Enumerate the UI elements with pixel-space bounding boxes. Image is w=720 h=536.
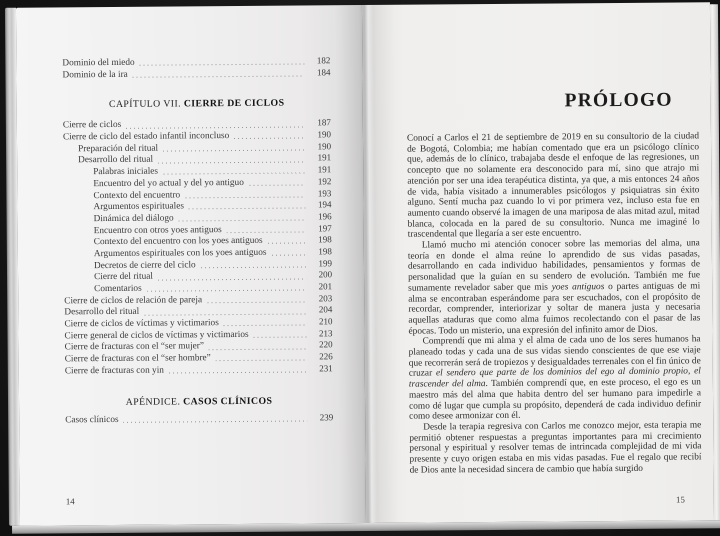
toc-page-number: 203 bbox=[318, 292, 333, 304]
toc-dot-leader bbox=[268, 243, 306, 244]
toc-entry-title: Dinámica del diálogo bbox=[93, 213, 174, 224]
toc-dot-leader bbox=[169, 371, 307, 373]
toc-page-number: 191 bbox=[317, 152, 332, 163]
toc-entry-title: Preparación del ritual bbox=[78, 143, 159, 154]
toc-page-number: 198 bbox=[318, 234, 332, 245]
toc-page-number: 226 bbox=[319, 351, 333, 362]
toc-dot-leader bbox=[158, 278, 306, 280]
toc-page-number: 187 bbox=[317, 117, 331, 128]
right-page bbox=[362, 2, 714, 523]
toc-page-number: 200 bbox=[318, 269, 333, 280]
toc-entry-title: Desarrollo del ritual bbox=[78, 155, 154, 166]
toc-entry-title: Cierre de ciclo del estado infantil inconcluso bbox=[62, 131, 230, 143]
toc-dot-leader bbox=[185, 196, 305, 198]
prologue-body bbox=[407, 131, 702, 476]
toc-entry-title: Dominio del miedo bbox=[62, 57, 135, 69]
toc-dot-leader bbox=[163, 173, 305, 175]
page-number-right: 15 bbox=[675, 494, 685, 505]
toc-entry-title: Comentarios bbox=[94, 283, 142, 295]
toc-entry-title: Cierre de ciclos bbox=[62, 120, 122, 131]
toc-entry-title: Palabras iniciales bbox=[93, 166, 159, 178]
toc-page-number: 197 bbox=[318, 222, 332, 233]
toc-dot-leader bbox=[126, 126, 305, 128]
toc-page-number: 220 bbox=[319, 339, 333, 350]
toc-dot-leader bbox=[207, 301, 306, 303]
toc-dot-leader bbox=[234, 138, 305, 140]
toc-page-number: 184 bbox=[316, 66, 331, 78]
toc-page-number: 198 bbox=[318, 246, 332, 257]
toc-entry-title: Desarrollo del ritual bbox=[64, 307, 140, 318]
toc-appendix-heading bbox=[65, 395, 333, 410]
toc-dot-leader bbox=[163, 149, 305, 151]
toc-entry-title: Cierre general de ciclos de víctimas y victimarios bbox=[64, 329, 249, 342]
toc-page-number: 199 bbox=[318, 257, 332, 268]
toc-dot-leader bbox=[249, 184, 305, 185]
toc-entry-title: Cierre de fracturas con el “ser hombre” bbox=[64, 353, 211, 365]
prologue bbox=[407, 89, 702, 476]
toc-entries-top bbox=[62, 55, 330, 80]
toc-page-number: 194 bbox=[317, 199, 332, 210]
appendix-heading-title: CASOS CLÍNICOS bbox=[183, 395, 273, 407]
appendix-heading-prefix: APÉNDICE. bbox=[125, 395, 181, 408]
toc-page-number: 231 bbox=[319, 363, 333, 374]
toc-entry-title: Decretos de cierre del ciclo bbox=[93, 259, 196, 271]
table-of-contents bbox=[62, 55, 333, 425]
toc-dot-leader bbox=[140, 64, 305, 66]
prologue-title: PRÓLOGO bbox=[564, 89, 673, 112]
prologue-paragraph: Comprendí que mi alma y el alma de cada uno de los seres humanos ha planeado todas y cada una de sus vidas siendo conscientes de que ese viaje que recorrerán será de tropiezos y desigualdades terrenales con el fin único de cruzar el sendero que parte de los dominios del ego al dominio propio, el trascender del alma. También comprendí que, en este proceso, el ego es un maestro más del alma que habita dentro del ser humano para impedirle a como dé lugar que cumpla su propósito, dependerá de cada individuo definir como desee armonizar con él. bbox=[408, 334, 702, 422]
toc-entry-title: Encuentro con otros yoes antiguos bbox=[93, 224, 222, 236]
prologue-paragraph: Desde la terapia regresiva con Carlos me conozco mejor, esta terapia me permitió obtener respuestas a preguntas importantes para mi crecimiento personal y espiritual y resolver temas de intrincada complejidad de mi vida presente y cuyo origen estaba en mis vidas pasadas. Fue el regalo que recibí de Dios ante la necesidad sincera de cambio que había surgido bbox=[409, 420, 702, 476]
toc-page-number: 210 bbox=[318, 316, 333, 327]
toc-entry-title: Cierre de ciclos de relación de pareja bbox=[64, 294, 203, 307]
prologue-paragraph: Conocí a Carlos el 21 de septiembre de 2019 en su consultorio de la ciudad de Bogotá, Colombia; me habían comentado que era un psicólogo clínico que, además de lo clínico, trabajaba desde el enfoque de las regresiones, un concepto que no solamente era desconocido para mí, sino que atrajo mi atención por ser una idea terapéutica distinta, ya que, a mis entonces 24 años de vida, había visitado a innumerables psicólogos y psiquiatras sin éxito alguno. Sentí mucha paz cuando lo vi por primera vez, incluso esta fue en aumento cuando observé la imagen de una mariposa de alas mitad azul, mitad blanca, colocada en la pared de su consultorio. Nunca me imaginé lo trascendental que llegaría a ser este encuentro. bbox=[406, 131, 700, 240]
chapter-heading-title: CIERRE DE CICLOS bbox=[183, 97, 285, 110]
toc-entry-title: Cierre de fracturas con el “ser mujer” bbox=[64, 341, 205, 353]
toc-page-number: 204 bbox=[318, 304, 333, 315]
toc-page-number: 190 bbox=[317, 129, 331, 140]
toc-page-number: 201 bbox=[318, 281, 333, 292]
toc-page-number: 182 bbox=[316, 55, 331, 66]
open-book bbox=[5, 2, 720, 534]
toc-page-number: 239 bbox=[319, 411, 334, 422]
toc-page-number: 191 bbox=[317, 164, 332, 175]
toc-entry-title: Argumentos espirituales con los yoes antiguos bbox=[93, 247, 267, 260]
toc-entry bbox=[65, 412, 333, 426]
toc-page-number: 190 bbox=[317, 141, 332, 152]
toc-entry-title: Cierre de fracturas con yin bbox=[64, 365, 164, 377]
toc-dot-leader bbox=[271, 255, 305, 256]
toc-entry-title: Casos clínicos bbox=[65, 414, 119, 425]
toc-dot-leader bbox=[124, 420, 308, 422]
toc-page-number: 213 bbox=[318, 327, 333, 339]
toc-entry-title: Contexto del encuentro bbox=[93, 189, 181, 201]
left-page bbox=[16, 5, 366, 526]
toc-entry-title: Contexto del encuentro con los yoes antiguos bbox=[93, 236, 263, 248]
toc-page-number: 196 bbox=[318, 211, 332, 222]
toc-dot-leader bbox=[216, 360, 307, 362]
toc-dot-leader bbox=[133, 75, 305, 77]
toc-entry bbox=[62, 67, 330, 81]
toc-dot-leader bbox=[158, 161, 305, 163]
toc-entry-title: Cierre del ritual bbox=[94, 271, 153, 283]
toc-dot-leader bbox=[224, 325, 307, 327]
toc-entry-title: Cierre de ciclos de víctimas y victimarios bbox=[64, 318, 219, 330]
prologue-paragraph: Llamó mucho mi atención conocer sobre las memorias del alma, una teoría en donde el alma reúne lo aprendido de sus vidas pasadas, desarrollando en cada individuo habilidades, pensamientos y formas de personalidad que la guían en su sendero de evolución. También me fue sumamente revelador saber que mis yoes antiguos o partes antiguas de mi alma se encontraban esperándome para ser escuchados, con el propósito de recordar, comprender, interiorizar y soltar de manera justa y necesaria aquellas ataduras que como alma fuimos recolectando con el pasar de las épocas. Todo un misterio, una expresión del infinito amor de Dios. bbox=[407, 238, 701, 337]
toc-entry bbox=[65, 363, 333, 377]
chapter-heading-prefix: CAPÍTULO VII. bbox=[108, 98, 182, 111]
toc-dot-leader bbox=[254, 336, 307, 337]
toc-entry-title: Encuentro del yo actual y del yo antiguo bbox=[93, 177, 244, 189]
page-number-left: 14 bbox=[65, 496, 75, 507]
toc-entry-title: Argumentos espirituales bbox=[93, 201, 185, 213]
toc-dot-leader bbox=[179, 220, 306, 222]
toc-dot-leader bbox=[144, 313, 306, 315]
toc-dot-leader bbox=[227, 231, 306, 233]
toc-page-number: 192 bbox=[317, 176, 332, 187]
toc-dot-leader bbox=[209, 348, 307, 350]
toc-entries-appendix bbox=[65, 412, 333, 426]
toc-entries-chapter bbox=[63, 118, 333, 377]
toc-dot-leader bbox=[201, 266, 306, 268]
toc-dot-leader bbox=[189, 208, 306, 210]
toc-entry-title: Dominio de la ira bbox=[62, 69, 128, 81]
toc-page-number: 193 bbox=[317, 187, 332, 198]
toc-dot-leader bbox=[147, 290, 306, 292]
toc-chapter-heading bbox=[63, 98, 331, 113]
